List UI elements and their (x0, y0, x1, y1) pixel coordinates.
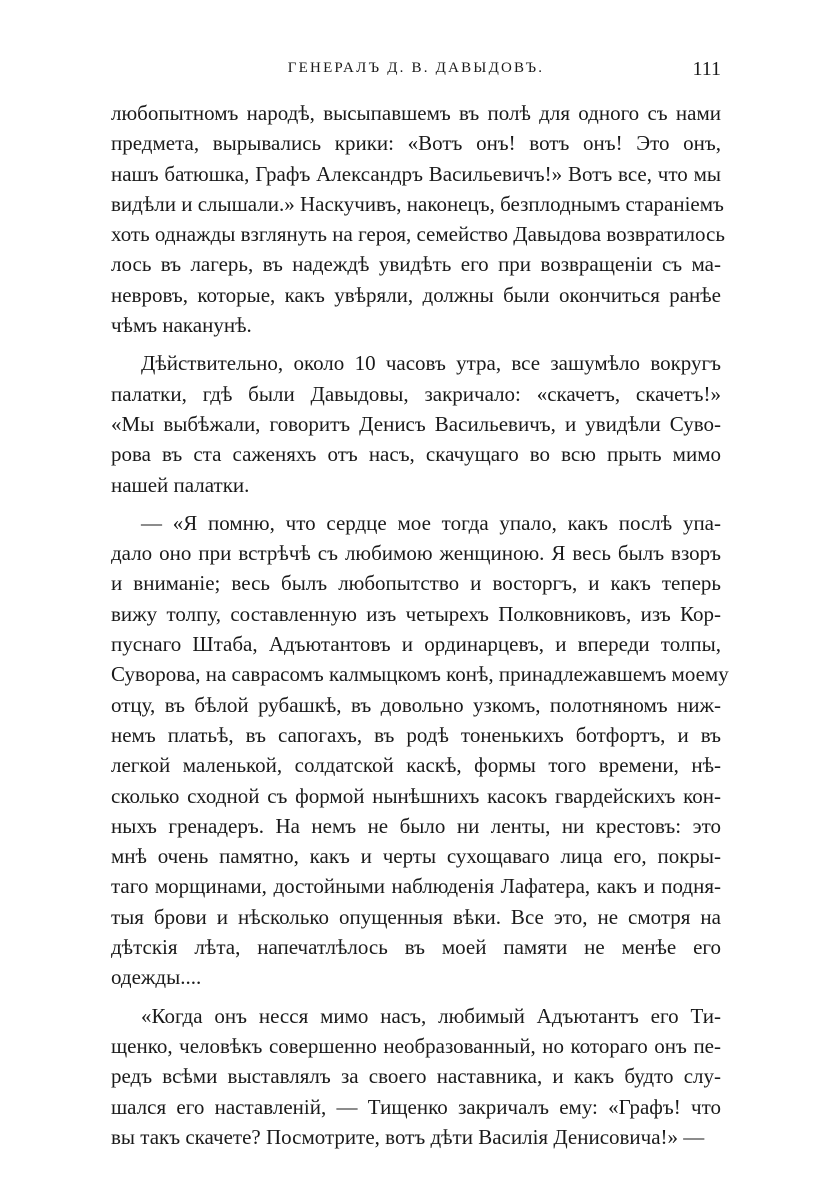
text-line: видѣли и слышали.» Наскучивъ, наконецъ, безплоднымъ стараніемъ (111, 191, 724, 216)
paragraph-gap (111, 500, 721, 508)
text-line: тыя брови и нѣсколько опущенныя вѣки. Все это, не смотря на (111, 904, 721, 929)
text-line: дало оно при встрѣчѣ съ любимою женщиною. Я весь былъ взоръ (111, 541, 721, 566)
text-line: ныхъ гренадеръ. На немъ не было ни ленты, ни крестовъ: это (111, 813, 721, 838)
text-line: и вниманіе; весь былъ любопытство и восторгъ, и какъ теперь (111, 571, 721, 596)
text-line: чѣмъ наканунѣ. (111, 313, 252, 338)
text-line: палатки, гдѣ были Давыдовы, закричало: «скачетъ, скачетъ!» (111, 381, 721, 406)
text-line: таго морщинами, достойными наблюденія Лафатера, какъ и подня- (111, 874, 721, 899)
text-line: редъ всѣми выставлялъ за своего наставника, и какъ будто слу- (111, 1064, 721, 1089)
text-line: лось въ лагерь, въ надеждѣ увидѣть его при возвращеніи съ ма- (111, 252, 721, 277)
text-line: шался его наставленій, — Тищенко закричалъ ему: «Графъ! что (111, 1094, 721, 1119)
text-line: хоть однажды взглянуть на героя, семейство Давыдова возвратилось (111, 222, 725, 247)
text-line: щенко, человѣкъ совершенно необразованный, но котораго онъ пе- (111, 1033, 721, 1058)
text-line: легкой маленькой, солдатской каскѣ, формы того времени, нѣ- (111, 753, 721, 778)
text-line: невровъ, которые, какъ увѣряли, должны были окончиться ранѣе (111, 282, 721, 307)
text-line: любопытномъ народѣ, высыпавшемъ въ полѣ для одного съ нами (111, 101, 721, 125)
running-head: ГЕНЕРАЛЪ Д. В. ДАВЫДОВЪ. (287, 60, 545, 76)
text-line: мнѣ очень памятно, какъ и черты сухощаваго лица его, покры- (111, 844, 721, 869)
text-line: дѣтскія лѣта, напечатлѣлось въ моей памяти не менѣе его (111, 935, 721, 960)
text-line: отцу, въ бѣлой рубашкѣ, въ довольно узкомъ, полотняномъ ниж- (111, 692, 721, 717)
text-line: рова въ ста саженяхъ отъ насъ, скачущаго во всю прыть мимо (111, 442, 721, 467)
text-line: «Когда онъ несся мимо насъ, любимый Адъютантъ его Ти- (141, 1003, 721, 1028)
text-line: «Мы выбѣжали, говоритъ Денисъ Васильевичъ, и увидѣли Суво- (111, 411, 721, 436)
body-text (111, 98, 729, 1152)
page (111, 58, 729, 1152)
paragraph (111, 348, 721, 499)
text-line: вижу толпу, составленную изъ четырехъ Полковниковъ, изъ Кор- (111, 601, 721, 626)
text-line: нашей палатки. (111, 472, 250, 497)
text-line: вы такъ скачете? Посмотрите, вотъ дѣти Василія Денисовича!» — (111, 1124, 705, 1149)
paragraph (111, 1001, 721, 1152)
paragraph-gap (111, 340, 721, 348)
text-line: пуснаго Штаба, Адъютантовъ и ординарцевъ, и впереди толпы, (111, 632, 721, 657)
paragraph (111, 508, 729, 993)
paragraph-gap (111, 993, 721, 1001)
page-number: 111 (692, 58, 721, 80)
page-header (111, 58, 721, 98)
paragraph (111, 98, 725, 340)
text-line: — «Я помню, что сердце мое тогда упало, какъ послѣ упа- (141, 510, 721, 535)
text-line: Суворова, на саврасомъ калмыцкомъ конѣ, принадлежавшемъ моему (111, 662, 729, 687)
text-line: нашъ батюшка, Графъ Александръ Васильевичъ!» Вотъ все, что мы (111, 161, 721, 186)
text-line: одежды.... (111, 965, 202, 990)
text-line: немъ платьѣ, въ сапогахъ, въ родѣ тоненькихъ ботфортъ, и въ (111, 722, 721, 747)
text-line: предмета, вырывались крики: «Вотъ онъ! вотъ онъ! Это онъ, (111, 131, 721, 156)
text-line: сколько сходной съ формой нынѣшнихъ касокъ гвардейскихъ кон- (111, 783, 721, 808)
text-line: Дѣйствительно, около 10 часовъ утра, все зашумѣло вокругъ (141, 351, 721, 376)
